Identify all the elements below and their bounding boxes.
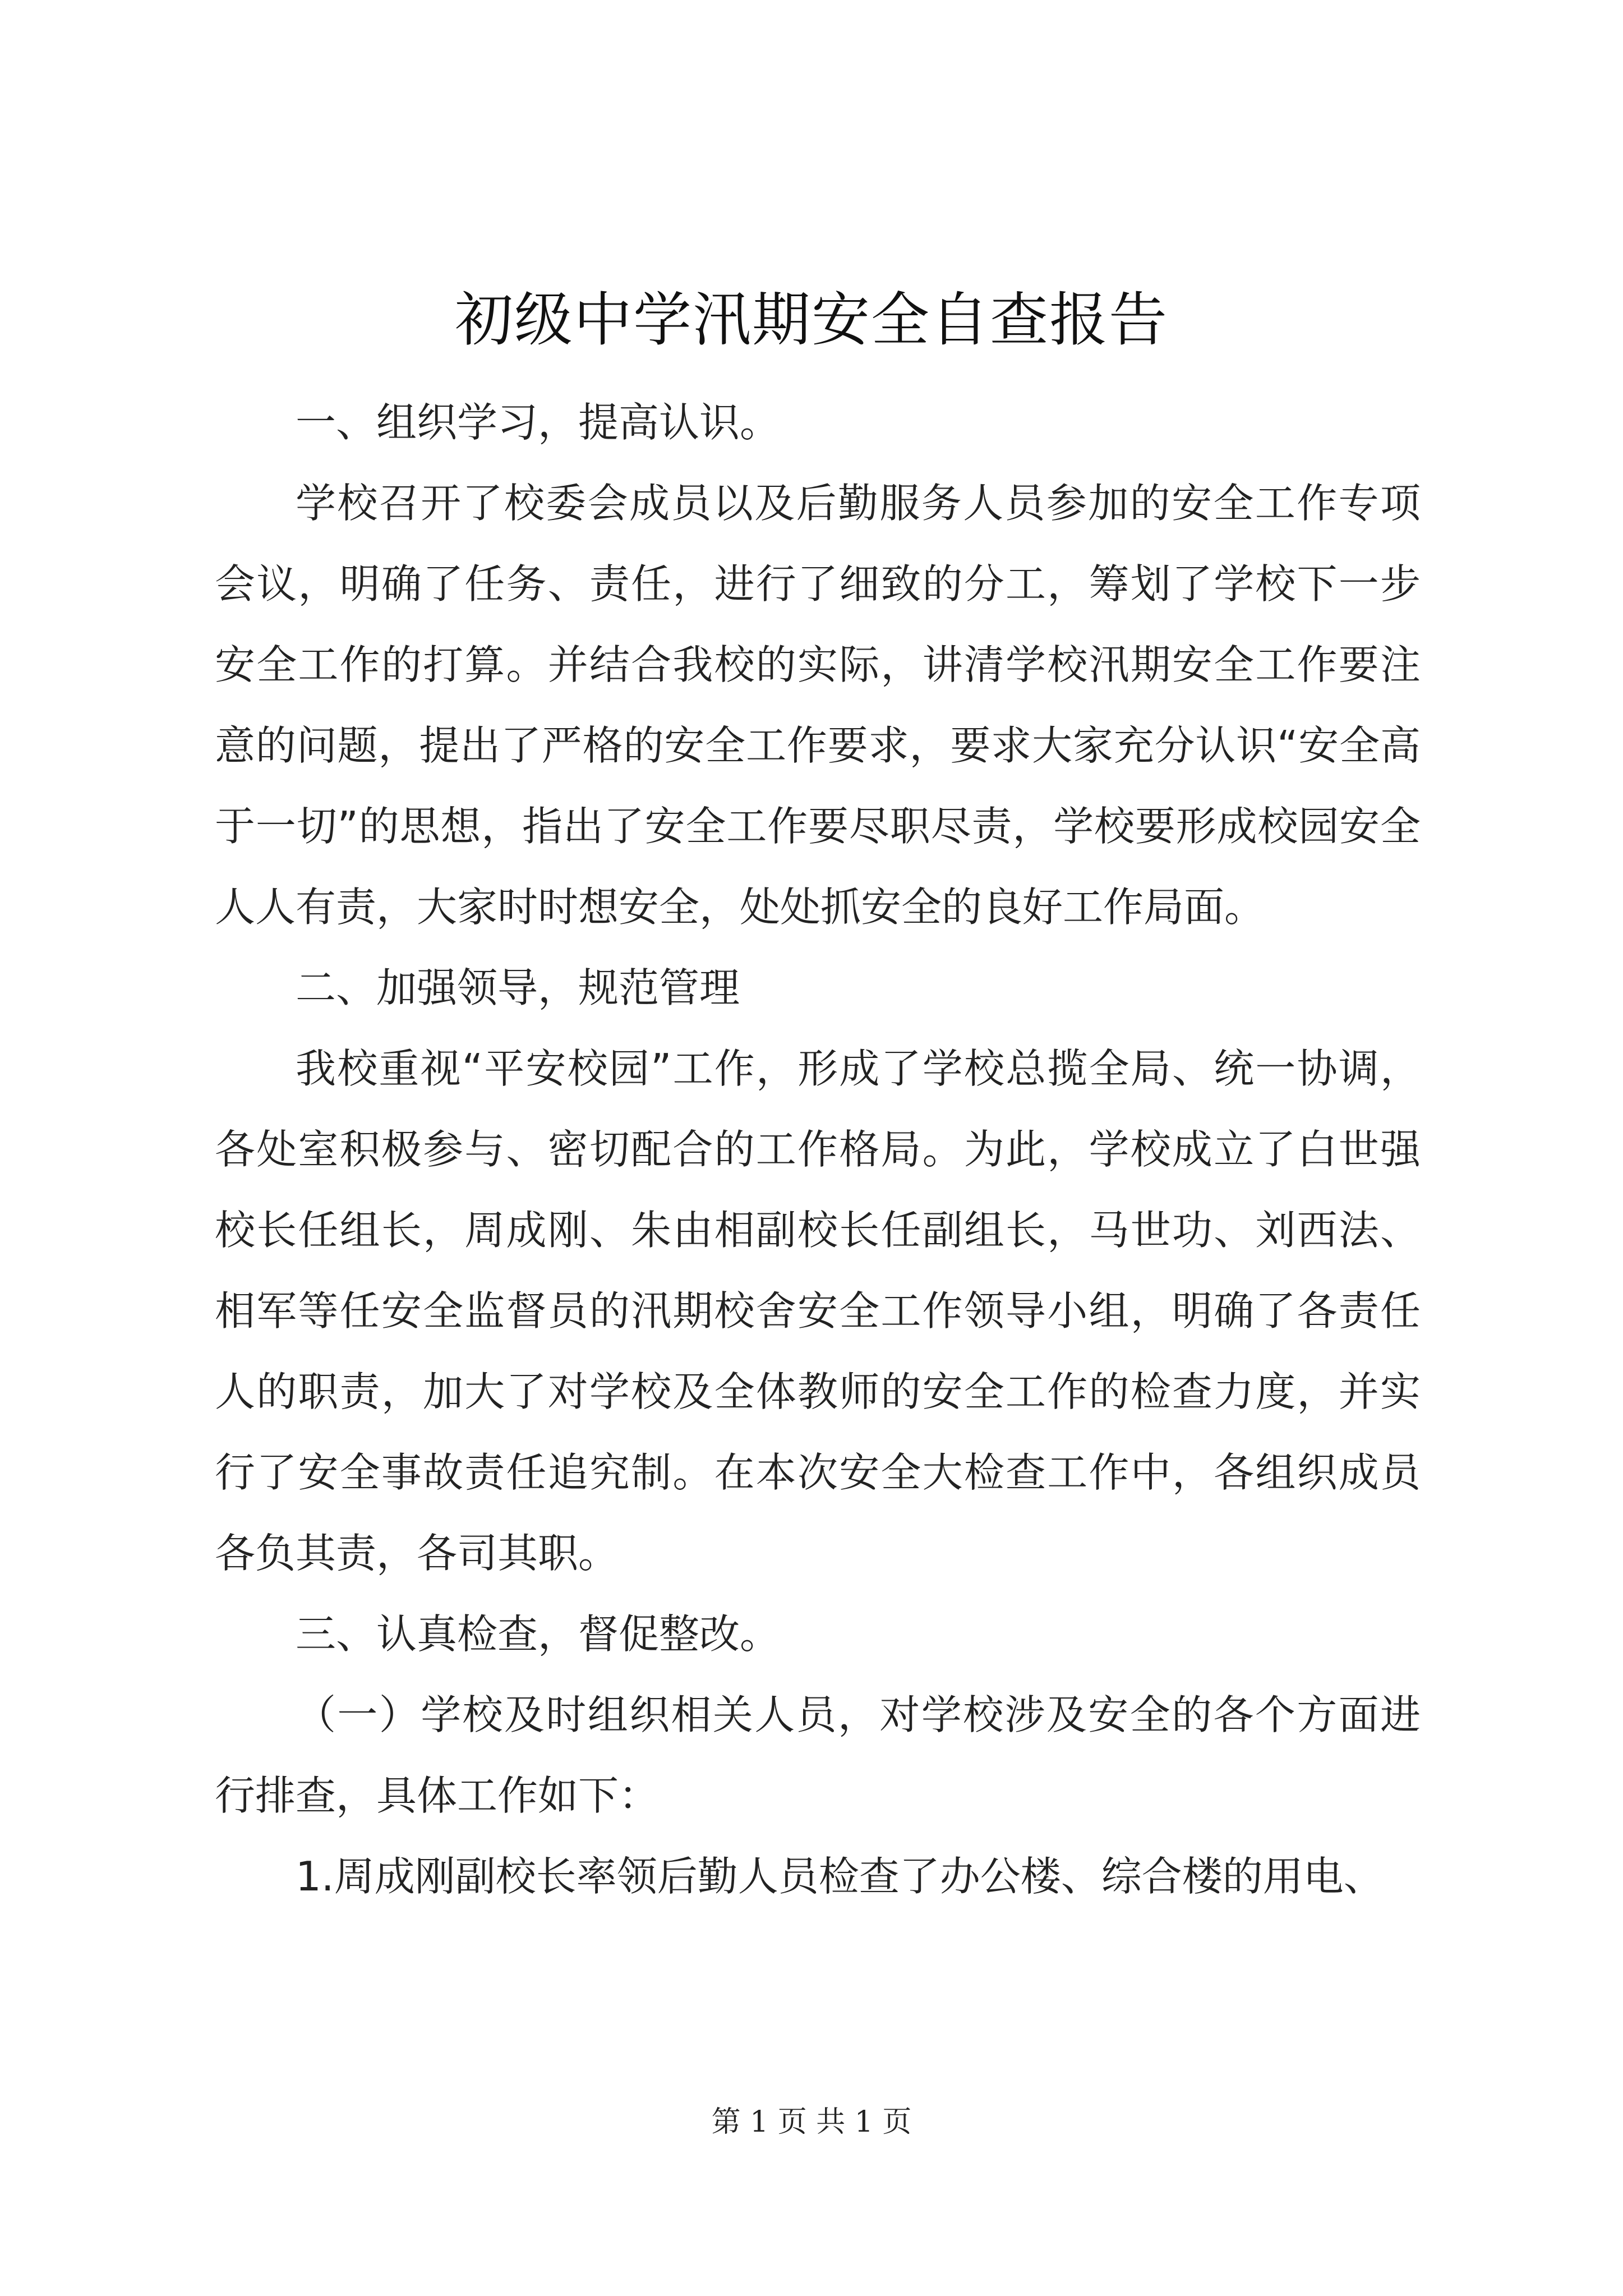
document-body: [215, 382, 1421, 1917]
paragraph-1: 学校召开了校委会成员以及后勤服务人员参加的安全工作专项会议，明确了任务、责任，进行了细致的分工，筹划了学校下一步安全工作的打算。并结合我校的实际，讲清学校汛期安全工作要注意的问题，提出了严格的安全工作要求，要求大家充分认识“安全高于一切”的思想，指出了安全工作要尽职尽责，学校要形成校园安全人人有责，大家时时想安全，处处抓安全的良好工作局面。: [215, 480, 1421, 931]
section-heading-2: 二、加强领导，规范管理: [296, 964, 740, 1011]
paragraph-4: 1.周成刚副校长率领后勤人员检查了办公楼、综合楼的用电、: [296, 1853, 1384, 1900]
paragraph-3: （一）学校及时组织相关人员，对学校涉及安全的各个方面进行排查，具体工作如下：: [215, 1691, 1421, 1819]
document-title: 初级中学汛期安全自查报告: [454, 286, 1168, 354]
page-footer: 第 1 页 共 1 页: [711, 2105, 912, 2139]
paragraph-2: 我校重视“平安校园”工作，形成了学校总揽全局、统一协调，各处室积极参与、密切配合的工作格局。为此，学校成立了白世强校长任组长，周成刚、朱由相副校长任副组长，马世功、刘西法、相军等任安全监督员的汛期校舍安全工作领导小组，明确了各责任人的职责，加大了对学校及全体教师的安全工作的检查力度，并实行了安全事故责任追究制。在本次安全大检查工作中，各组织成员各负其责，各司其职。: [215, 1045, 1421, 1577]
section-heading-3: 三、认真检查，督促整改。: [296, 1611, 781, 1658]
section-heading-1: 一、组织学习，提高认识。: [296, 399, 781, 446]
